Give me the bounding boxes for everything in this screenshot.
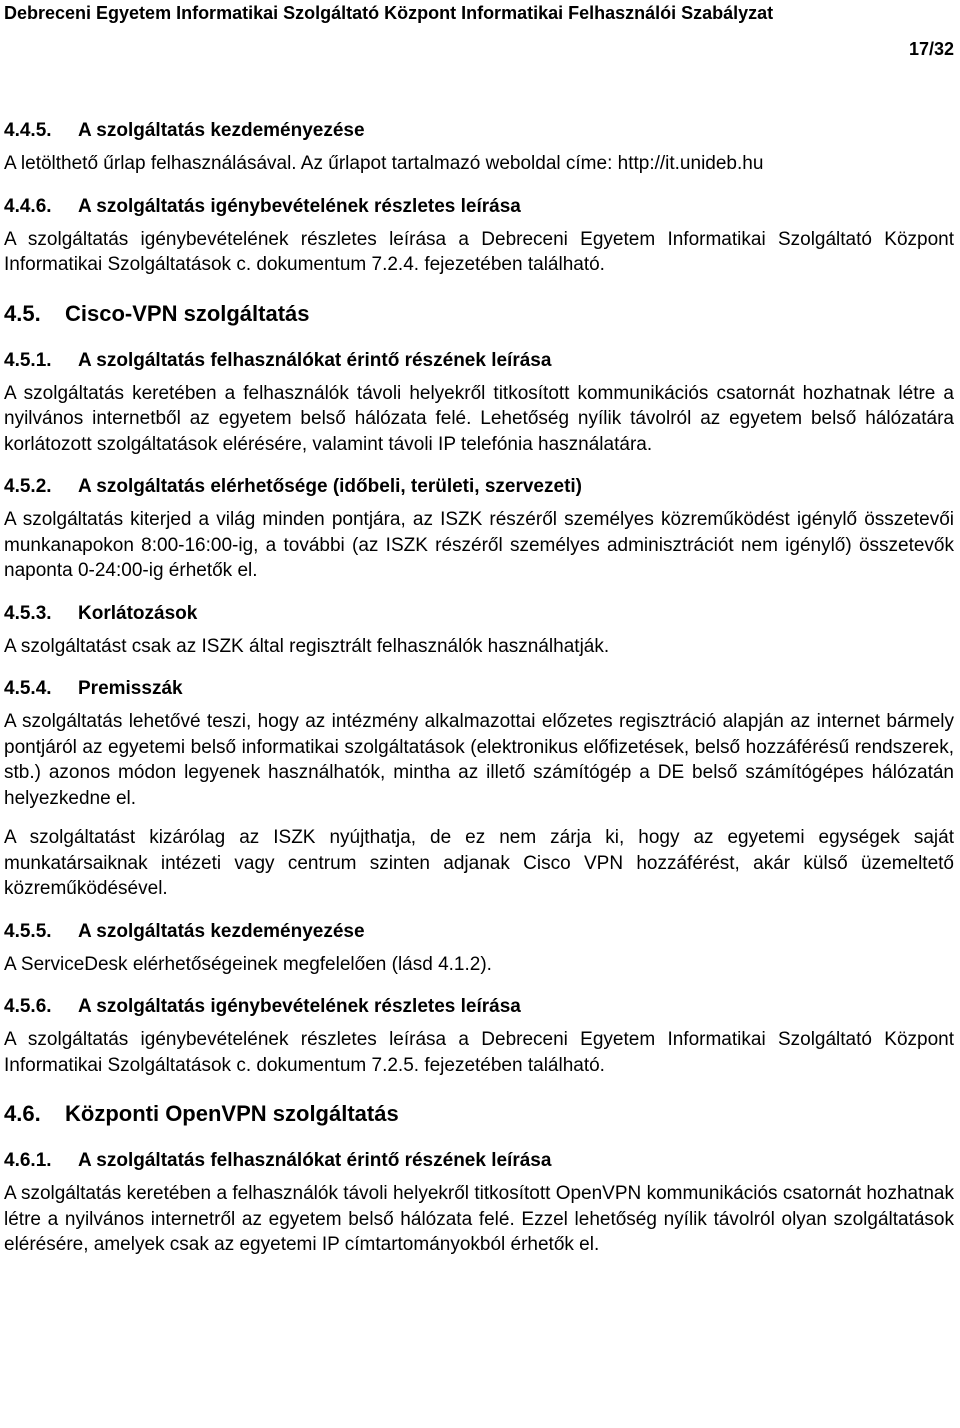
heading-title: A szolgáltatás kezdeményezése: [78, 920, 365, 942]
heading-title: A szolgáltatás igénybevételének részletes leírása: [78, 996, 521, 1017]
heading-4-5-6: [4, 994, 954, 1019]
paragraph-4-5-3: A szolgáltatást csak az ISZK által regisztrált felhasználók használhatják.: [4, 635, 610, 657]
heading-4-5-5: [4, 919, 954, 944]
heading-4-4-6: [4, 194, 954, 219]
heading-title: A szolgáltatás felhasználókat érintő részének leírása: [78, 349, 552, 371]
heading-number: 4.5.4.: [4, 678, 52, 699]
heading-4-5: [4, 300, 954, 328]
heading-4-6-1: [4, 1148, 954, 1173]
heading-number: 4.4.5.: [4, 120, 52, 141]
running-header: Debreceni Egyetem Informatikai Szolgáltató Központ Informatikai Felhasználói Szabályzat: [4, 3, 774, 23]
heading-number: 4.5.6.: [4, 996, 52, 1017]
document-body: [4, 118, 954, 1258]
heading-title: Premisszák: [78, 678, 183, 699]
heading-title: Korlátozások: [78, 602, 198, 624]
paragraph-4-4-6: A szolgáltatás igénybevételének részletes leírása a Debreceni Egyetem Informatikai Szolgáltató Központ Informatikai Szolgáltatások c. dokumentum 7.2.4. fejezetében található.: [4, 228, 954, 275]
heading-4-6: [4, 1100, 954, 1128]
heading-4-4-5: [4, 118, 954, 143]
heading-number: 4.5.3.: [4, 602, 52, 624]
paragraph-4-5-2: A szolgáltatás kiterjed a világ minden pontjára, az ISZK részéről személyes közreműködést igénylő összetevői munkanapokon 8:00-16:00-ig, a további (az ISZK részéről személyes adminisztrációt nem igénylő) összetevők naponta 0-24:00-ig érhetők el.: [4, 509, 954, 581]
heading-title: A szolgáltatás igénybevételének részletes leírása: [78, 195, 521, 217]
paragraph-4-5-1: A szolgáltatás keretében a felhasználók távoli helyekről titkosított kommunikációs csatornát hozhatnak létre a nyilvános internetből az egyetem belső hálózata felé. Lehetőség nyílik távolról az egyetem belső hálózatára korlátozott szolgáltatások elérésére, valamint távoli IP telefónia használatára.: [4, 382, 954, 455]
paragraph-4-4-5: A letölthető űrlap felhasználásával. Az űrlapot tartalmazó weboldal címe: http://it.unideb.hu: [4, 153, 764, 174]
heading-title: A szolgáltatás kezdeményezése: [78, 120, 365, 141]
paragraph-4-5-6: A szolgáltatás igénybevételének részletes leírása a Debreceni Egyetem Informatikai Szolgáltató Központ Informatikai Szolgáltatások c. dokumentum 7.2.5. fejezetében található.: [4, 1029, 954, 1076]
heading-4-5-2: [4, 474, 954, 499]
heading-number: 4.6.1.: [4, 1150, 52, 1171]
paragraph-4-5-4-a: A szolgáltatás lehetővé teszi, hogy az intézmény alkalmazottai előzetes regisztráció alapján az internet bármely pontjáról az egyetemi belső informatikai szolgáltatások (elektronikus előfizetések, belső hozzáférésű rendszerek, stb.) azonos módon legyenek használhatók, mintha az illető számítógép a DE belső számítógépes hálózatán helyezkedne el.: [4, 711, 954, 809]
heading-number: 4.5.: [4, 300, 41, 326]
heading-number: 4.4.6.: [4, 195, 52, 217]
paragraph-4-5-5: A ServiceDesk elérhetőségeinek megfelelően (lásd 4.1.2).: [4, 953, 492, 975]
heading-title: Központi OpenVPN szolgáltatás: [65, 1101, 399, 1126]
heading-title: A szolgáltatás elérhetősége (időbeli, területi, szervezeti): [78, 476, 583, 497]
heading-number: 4.5.5.: [4, 920, 52, 942]
heading-number: 4.6.: [4, 1101, 41, 1126]
heading-4-5-4: [4, 676, 954, 701]
heading-number: 4.5.2.: [4, 476, 52, 497]
paragraph-4-6-1: A szolgáltatás keretében a felhasználók távoli helyekről titkosított OpenVPN kommunikációs csatornát hozhatnak létre a nyilvános internetről az egyetem belső hálózata felé. Ezzel lehetőség nyílik távolról olyan szolgáltatások elérésére, amelyek csak az egyetemi IP címtartományokból érhetők el.: [4, 1183, 954, 1255]
paragraph-4-5-4-b: A szolgáltatást kizárólag az ISZK nyújthatja, de ez nem zárja ki, hogy az egyetemi egységek saját munkatársaiknak intézeti vagy centrum szinten adjanak Cisco VPN hozzáférést, akár külső üzemeltető közreműködésével.: [4, 827, 954, 899]
page-number: 17/32: [908, 39, 954, 59]
heading-4-5-3: [4, 601, 954, 626]
heading-4-5-1: [4, 348, 954, 373]
heading-title: A szolgáltatás felhasználókat érintő részének leírása: [78, 1150, 552, 1171]
heading-number: 4.5.1.: [4, 349, 52, 371]
heading-title: Cisco-VPN szolgáltatás: [65, 300, 310, 326]
